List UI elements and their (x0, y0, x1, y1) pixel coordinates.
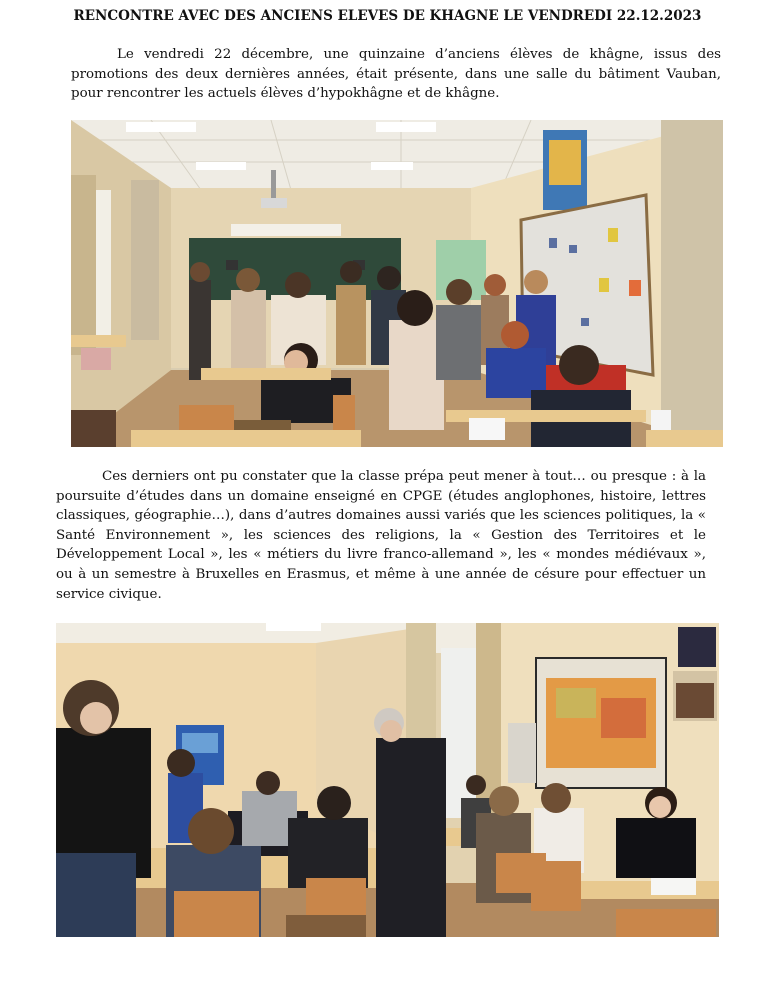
outcomes-paragraph: Ces derniers ont pu constater que la classe prépa peut mener à tout… ou presque : à la poursuite d’études dans un domaine enseigné en CPGE (études anglophones, histoire, lettres classiques, géographie…), dans d’autres domaines aussi variés que les sciences politiques, la « Santé Environnement », les sciences des religions, la « Gestion des Territoires et le Développement Local », les « métiers du livre franco-allemand », les « mondes médiévaux », ou à un semestre à Bruxelles en Erasmus, et même à une année de césure pour effectuer un service civique. (56, 469, 706, 602)
page-title: RENCONTRE AVEC DES ANCIENS ELEVES DE KHAGNE LE VENDREDI 22.12.2023 (73, 8, 702, 24)
photo-students-meeting (56, 623, 719, 937)
photo-classroom-gathering (71, 120, 723, 447)
intro-paragraph: Le vendredi 22 décembre, une quinzaine d’anciens élèves de khâgne, issus des promotions des deux dernières années, était présente, dans une salle du bâtiment Vauban, pour rencontrer les actuels élèves d’hypokhâgne et de khâgne. (71, 47, 721, 102)
